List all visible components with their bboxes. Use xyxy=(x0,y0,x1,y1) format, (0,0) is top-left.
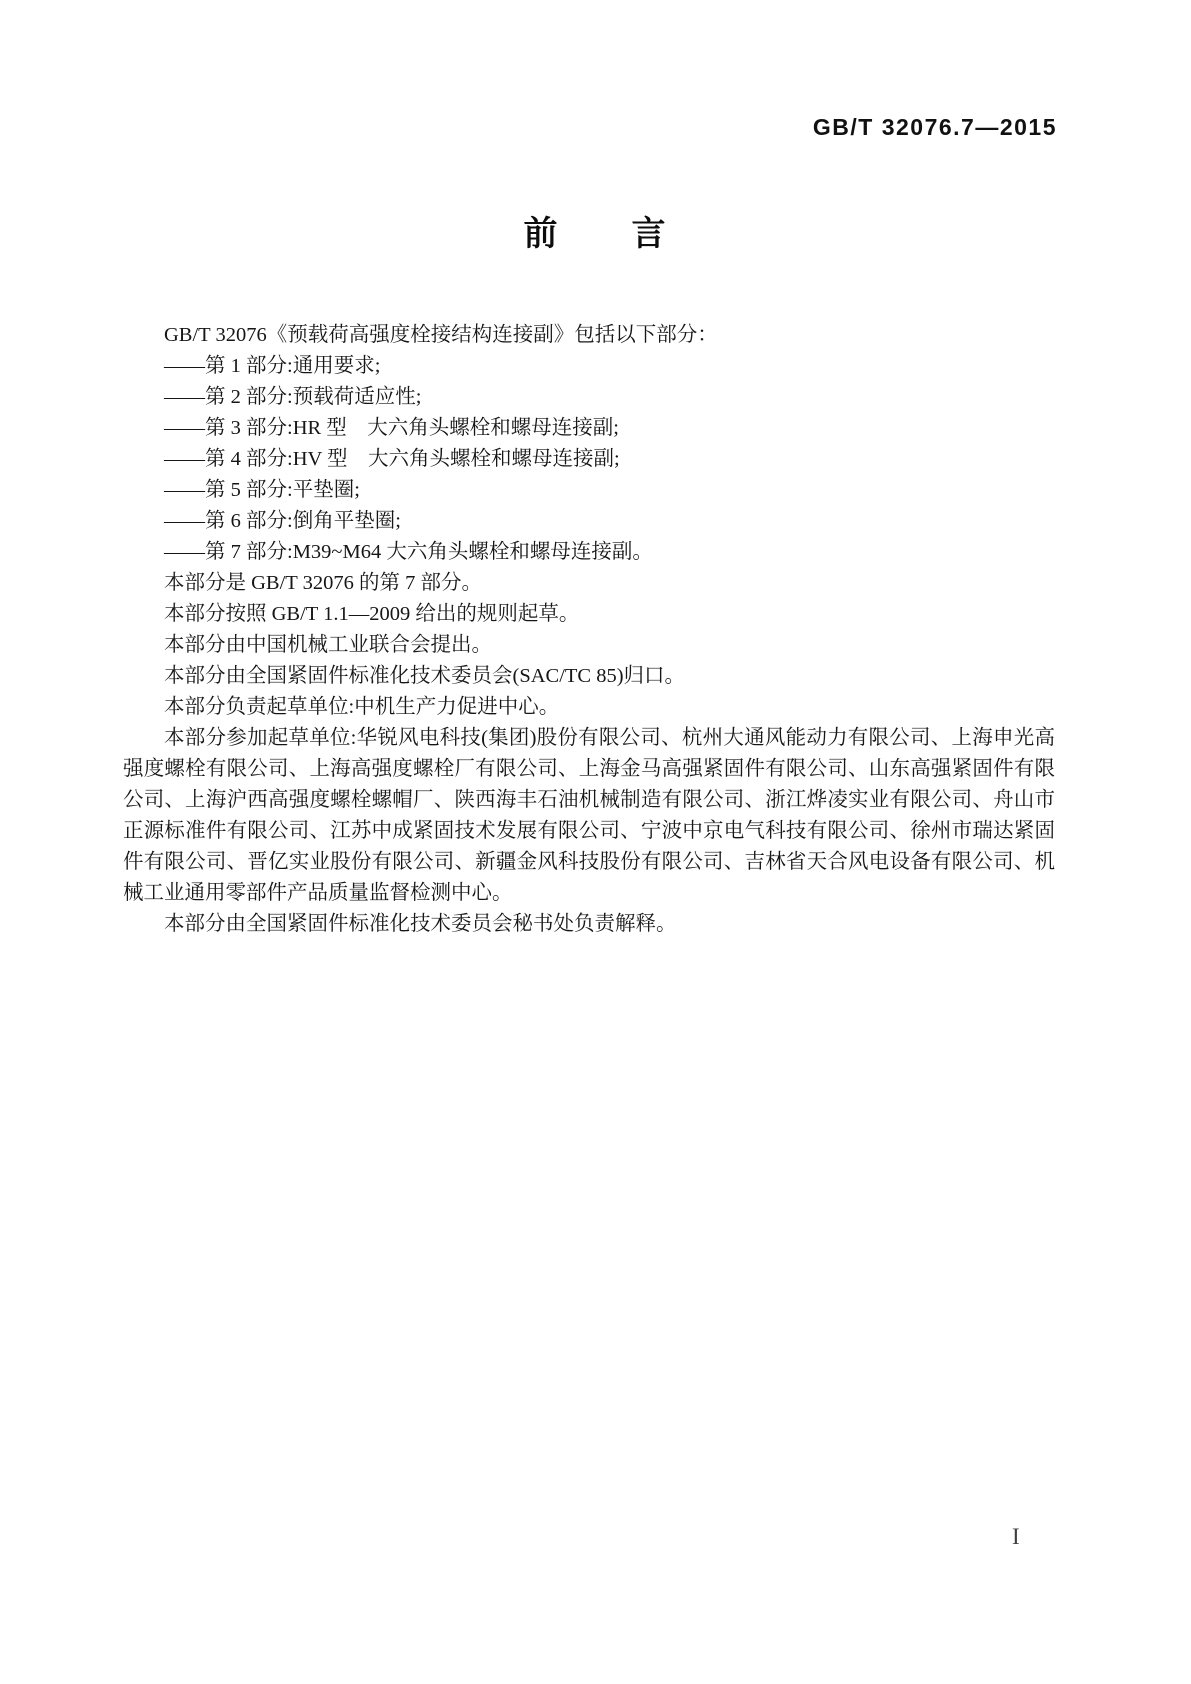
body-paragraph-1: 本部分是 GB/T 32076 的第 7 部分。 xyxy=(164,572,482,594)
intro-paragraph: GB/T 32076《预载荷高强度栓接结构连接副》包括以下部分： xyxy=(164,324,718,346)
body-paragraph-6: 本部分参加起草单位:华锐风电科技(集团)股份有限公司、杭州大通风能动力有限公司、上海申光高强度螺栓有限公司、上海高强度螺栓厂有限公司、上海金马高强紧固件有限公司、山东高强紧固件有限公司、上海沪西高强度螺栓螺帽厂、陕西海丰石油机械制造有限公司、浙江烨凌实业有限公司、舟山市正源标准件有限公司、江苏中成紧固技术发展有限公司、宁波中京电气科技有限公司、徐州市瑞达紧固件有限公司、晋亿实业股份有限公司、新疆金风科技股份有限公司、吉林省天合风电设备有限公司、机械工业通用零部件产品质量监督检测中心。 xyxy=(123,727,1055,904)
part-list-item-7: ——第 7 部分:M39~M64 大六角头螺栓和螺母连接副。 xyxy=(164,541,653,563)
body-paragraph-5: 本部分负责起草单位:中机生产力促进中心。 xyxy=(164,696,560,718)
standard-code-header: GB/T 32076.7—2015 xyxy=(812,114,1057,140)
body-paragraph-2: 本部分按照 GB/T 1.1—2009 给出的规则起草。 xyxy=(164,603,580,625)
part-list-item-4: ——第 4 部分:HV 型 大六角头螺栓和螺母连接副; xyxy=(164,448,620,470)
body-paragraph-3: 本部分由中国机械工业联合会提出。 xyxy=(164,634,492,656)
part-list-item-1: ——第 1 部分:通用要求; xyxy=(164,355,381,377)
part-list-item-3: ——第 3 部分:HR 型 大六角头螺栓和螺母连接副; xyxy=(164,417,619,439)
part-list-item-2: ——第 2 部分:预载荷适应性; xyxy=(164,386,422,408)
body-paragraph-4: 本部分由全国紧固件标准化技术委员会(SAC/TC 85)归口。 xyxy=(164,665,686,687)
body-paragraph-7: 本部分由全国紧固件标准化技术委员会秘书处负责解释。 xyxy=(164,913,677,935)
page-title: 前 言 xyxy=(523,215,668,253)
foreword-content xyxy=(123,320,1055,940)
part-list-item-5: ——第 5 部分:平垫圈; xyxy=(164,479,360,501)
part-list-item-6: ——第 6 部分:倒角平垫圈; xyxy=(164,510,401,532)
page-number: I xyxy=(1012,1524,1020,1549)
